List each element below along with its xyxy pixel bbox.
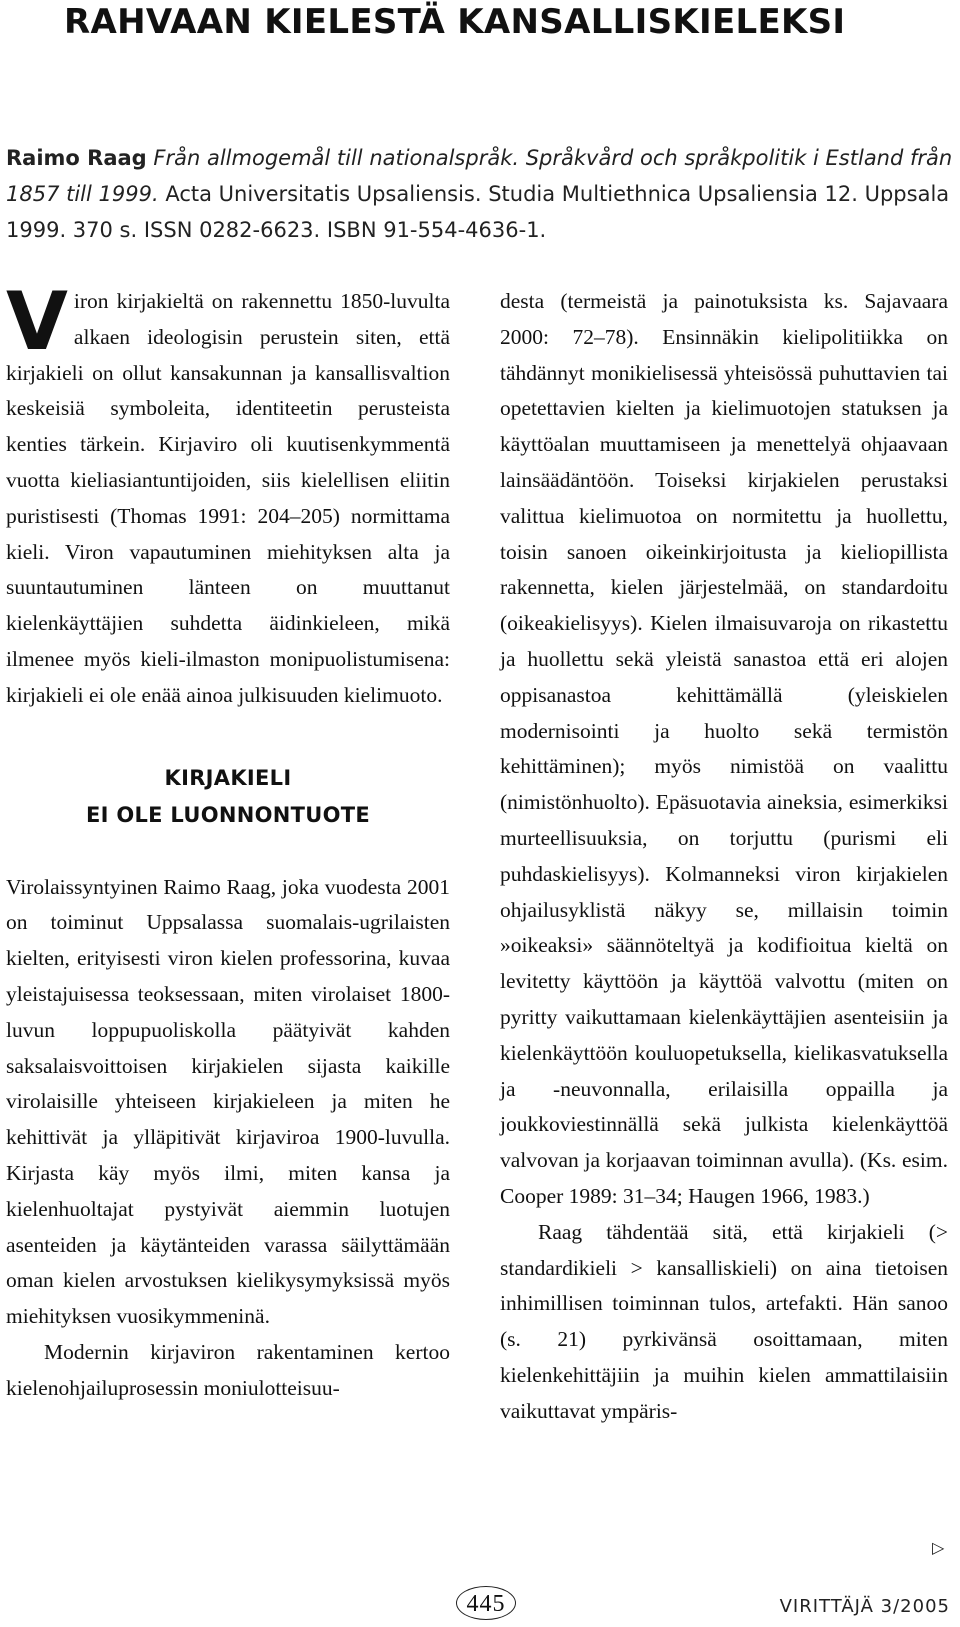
page-number: 445 xyxy=(456,1586,516,1620)
subheading-line-2: EI OLE LUONNONTUOTE xyxy=(85,802,371,827)
subheading-line-1: KIRJAKIELI xyxy=(164,765,292,790)
body-paragraph: Modernin kirjaviron rakentaminen kertoo kielenohjailuprosessin moniulotteisuu- xyxy=(6,1339,450,1400)
journal-name: VIRITTÄJÄ 3/2005 xyxy=(779,1596,950,1617)
reference-author: Raimo Raag xyxy=(6,146,147,170)
body-paragraph: Raag tähdentää sitä, että kirjakieli (> standardikieli > kansalliskieli) on aina tietoisen inhimillisen toiminnan tulos, artefakti. Hän sanoo (s. 21) pyrkivänsä osoittamaan, miten kielenkehittäjiin ja muihin kielen ammattilaisiin vaikuttavat ympäris- xyxy=(500,1219,948,1423)
section-subheading xyxy=(6,760,450,834)
left-column xyxy=(6,275,450,1407)
reference-work-title: Från allmogemål till nationalspråk. Språkvård och språkpolitik i Estland från 1857 till 1999. xyxy=(6,146,953,206)
body-paragraph: desta (termeistä ja painotuksista ks. Sajavaara 2000: 72–78). Ensinnäkin kielipolitiikka on tähdännyt monikielisessä yhteisössä puhuttavien tai opetettavien kielten ja kielimuotojen statuksen ja käyttöalan muuttamiseen ja menettelyä ohjaavaan lainsäädäntöön. Toiseksi kirjakielen perustaksi valittua kielimuotoa on normitettu ja huollettu, toisin sanoen oikeinkirjoitusta ja kieliopillista rakennetta, kielen järjestelmää, on standardoitu (oikeakielisyys). Kielen ilmaisuvaroja on rikastettu ja huollettu sekä yleistä sanastoa että eri alojen oppisanastoa kehittämällä (yleiskielen modernisointi ja huolto sekä termistön kehittäminen); myös nimistöä on vaalittu (nimistönhuolto). Epäsuotavia aineksia, esimerkiksi murteellisuuksia, on torjuttu (purismi eli puhdaskielisyys). Kolmanneksi viron kirjakielen ohjailusyklistä näkyy se, millaisin toimin »oikeaksi» säännöteltyä ja kodifioitua kieltä on levitetty käyttöön ja käyttöä valvottu (miten on pyritty vaikuttamaan kielenkäyttäjien asenteisiin ja kielenkäyttöön kouluopetuksella, kielikasvatuksella ja -neuvonnalla, erilaisilla oppailla ja joukkoviestinnällä sekä julkista kielenkäyttöä valvovan ja korjaavan toiminnan avulla). (Ks. esim. Cooper 1989: 31–34; Haugen 1966, 1983.) xyxy=(500,289,948,1208)
intro-text: iron kirjakieltä on rakennettu 1850-luvulta alkaen ideologisin perustein siten, että kirjakieli on ollut kansakunnan ja kansallisvaltion keskeisiä symboleita, identiteetin perusteista kenties tärkein. Kirjaviro oli kuutisenkymmentä vuotta kieliasiantuntijoiden, siis kielellisen eliitin puristisesti (Thomas 1991: 204–205) normittama kieli. Viron vapautuminen miehityksen alta ja suuntautuminen länteen on muuttanut kielenkäyttäjien suhdetta äidinkieleen, mikä ilmenee myös kieli-ilmaston monipuolistumisena: kirjakieli ei ole enää ainoa julkisuuden kielimuoto. xyxy=(6,289,450,707)
reference-details: Acta Universitatis Upsaliensis. Studia Multiethnica Upsaliensia 12. Uppsala 1999. 370 s. ISSN 0282-6623. ISBN 91-554-4636-1. xyxy=(6,182,950,242)
continue-arrow-icon: ▷ xyxy=(932,1540,945,1557)
intro-paragraph xyxy=(6,275,450,714)
article-title: RAHVAAN KIELESTÄ KANSALLISKIELEKSI xyxy=(64,2,846,42)
right-column xyxy=(500,284,948,1430)
body-paragraph: Virolaissyntyinen Raimo Raag, joka vuodesta 2001 on toiminut Uppsalassa suomalais-ugrilaisten kielten, erityisesti viron kielen professorina, kuvaa yleistajuisessa teoksessaan, miten virolaiset 1800-luvun loppupuoliskolla päätyivät kahden saksalaisvoittoisen kirjakielen sijasta kaikille virolaisille yhteiseen kirjakieleen ja miten he kehittivät ja ylläpitivät kirjaviroa 1900-luvulla. Kirjasta käy myös ilmi, miten kansa ja kielenhuoltajat pystyivät aiemmin luotujen asenteiden ja käytänteiden varassa säilyttämään oman kielen arvostuksen kielikysymyksissä myös miehityksen vuosikymmeninä. xyxy=(6,874,450,1329)
drop-cap: V xyxy=(6,275,68,368)
book-reference xyxy=(6,140,954,248)
